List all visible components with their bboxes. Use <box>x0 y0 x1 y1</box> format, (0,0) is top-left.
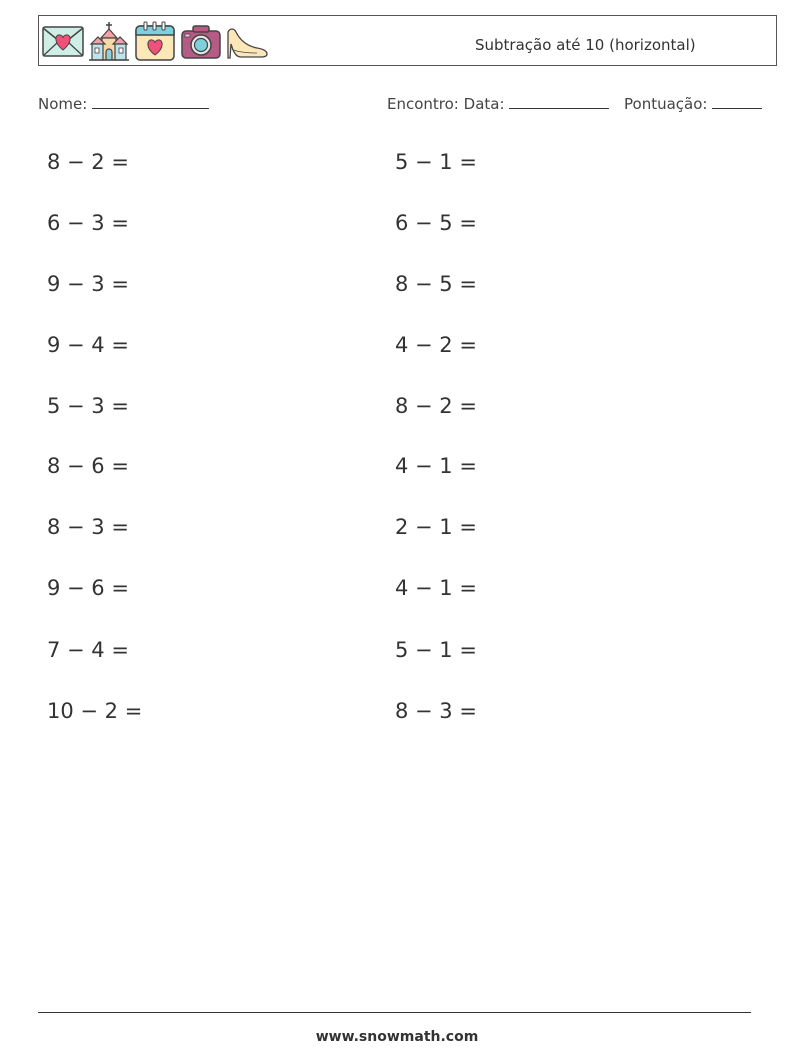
problem-left-2: 6 − 3 = <box>47 211 129 235</box>
problem-right-9: 5 − 1 = <box>395 638 477 662</box>
problem-right-7: 2 − 1 = <box>395 515 477 539</box>
score-field <box>624 94 762 113</box>
date-label: Data: <box>463 95 505 113</box>
score-label: Pontuação: <box>624 95 708 113</box>
problem-left-9: 7 − 4 = <box>47 638 129 662</box>
problem-right-2: 6 − 5 = <box>395 211 477 235</box>
problem-right-6: 4 − 1 = <box>395 454 477 478</box>
header-icons <box>41 20 269 62</box>
camera-icon <box>179 20 223 62</box>
footer-divider <box>38 1012 751 1013</box>
worksheet-title: Subtração até 10 (horizontal) <box>475 36 696 54</box>
problem-left-4: 9 − 4 = <box>47 333 129 357</box>
problem-left-1: 8 − 2 = <box>47 150 129 174</box>
chapel-icon <box>87 20 131 62</box>
worksheet-header <box>38 15 777 66</box>
problem-right-1: 5 − 1 = <box>395 150 477 174</box>
high-heel-shoe-icon <box>225 20 269 62</box>
calendar-heart-icon <box>133 20 177 62</box>
name-label: Nome: <box>38 95 88 113</box>
problem-right-4: 4 − 2 = <box>395 333 477 357</box>
problem-right-3: 8 − 5 = <box>395 272 477 296</box>
name-blank[interactable] <box>92 94 209 109</box>
problem-left-7: 8 − 3 = <box>47 515 129 539</box>
problem-left-6: 8 − 6 = <box>47 454 129 478</box>
problem-right-10: 8 − 3 = <box>395 699 477 723</box>
footer-url: www.snowmath.com <box>315 1029 479 1045</box>
name-field <box>38 94 209 113</box>
problem-left-3: 9 − 3 = <box>47 272 129 296</box>
problem-left-10: 10 − 2 = <box>47 699 143 723</box>
problem-right-8: 4 − 1 = <box>395 576 477 600</box>
problem-right-5: 8 − 2 = <box>395 394 477 418</box>
encounter-label: Encontro: <box>387 95 459 113</box>
score-blank[interactable] <box>712 94 762 109</box>
problem-left-5: 5 − 3 = <box>47 394 129 418</box>
problem-left-8: 9 − 6 = <box>47 576 129 600</box>
date-blank[interactable] <box>509 94 609 109</box>
envelope-heart-icon <box>41 20 85 62</box>
encounter-date-field <box>387 94 609 113</box>
